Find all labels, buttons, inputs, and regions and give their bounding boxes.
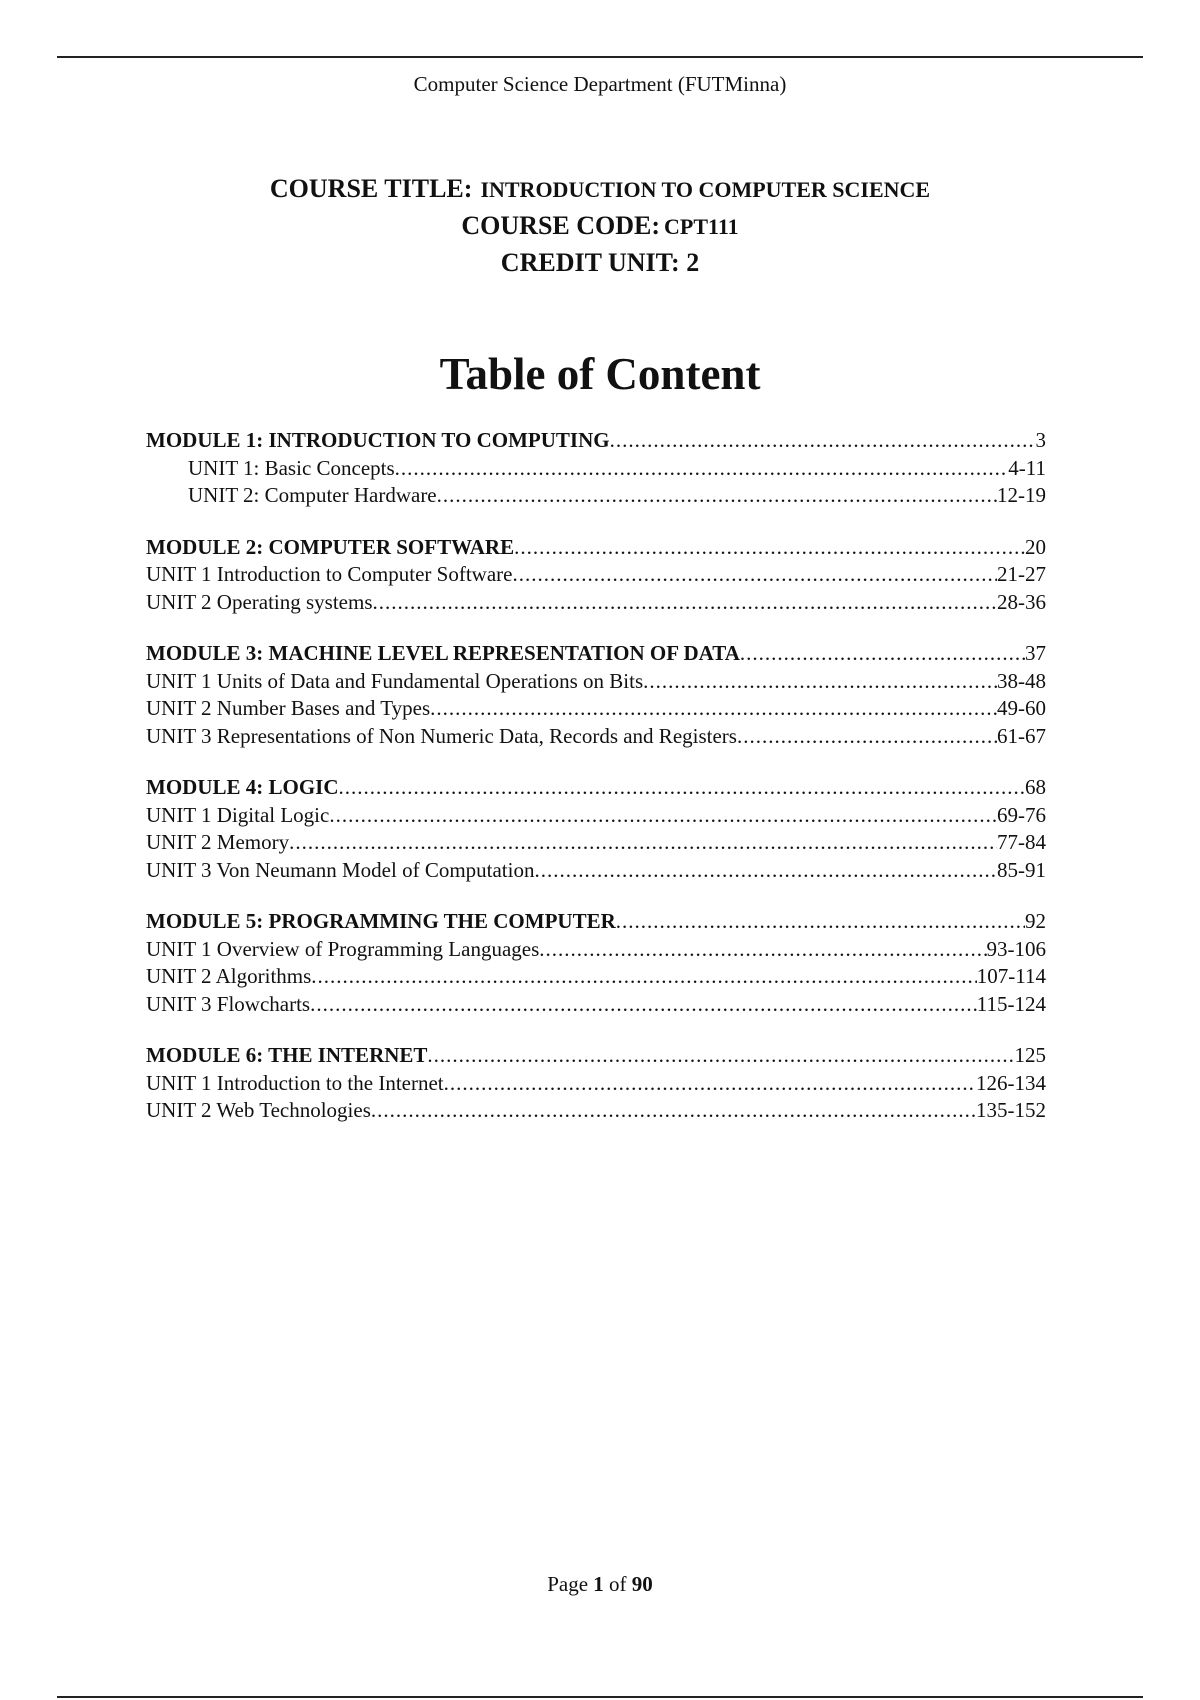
unit-entry-label: UNIT 1 Units of Data and Fundamental Operations on Bits: [146, 668, 644, 693]
dot-leader: [371, 1097, 976, 1125]
page-word: Page: [547, 1572, 589, 1596]
unit-entry-page: 69-76: [997, 802, 1046, 827]
unit-entry-page: 49-60: [997, 696, 1046, 720]
dot-leader: [310, 991, 977, 1019]
unit-entry-page: 85-91: [997, 857, 1046, 882]
course-title-line: [0, 172, 1200, 209]
header-rule: [57, 56, 1143, 58]
footer-rule: [57, 1696, 1143, 1698]
dot-leader: [427, 1042, 1014, 1070]
unit-entry-label: UNIT 1 Overview of Programming Languages: [146, 936, 540, 961]
dot-leader: [610, 427, 1036, 455]
unit-entry-label: UNIT 3 Representations of Non Numeric Data, Records and Registers: [146, 723, 737, 748]
unit-entry-page: 61-67: [997, 723, 1046, 748]
toc-module: [146, 774, 1046, 884]
unit-entry-label: UNIT 1 Introduction to Computer Software: [146, 562, 513, 586]
unit-entry: [146, 589, 1046, 617]
course-title-value: INTRODUCTION TO COMPUTER SCIENCE: [480, 177, 931, 202]
unit-entry-label: UNIT 2 Memory: [146, 830, 290, 854]
unit-entry: [146, 936, 1046, 964]
dot-leader: [534, 857, 997, 885]
module-entry-page: 37: [1025, 641, 1046, 665]
unit-entry-page: 21-27: [997, 562, 1046, 586]
toc-module: [146, 427, 1046, 510]
unit-entry: [146, 668, 1046, 696]
total-pages: 90: [631, 1572, 653, 1596]
page-footer: [0, 1572, 1200, 1597]
module-entry: [146, 908, 1046, 936]
unit-entry-label: UNIT 1: Basic Concepts: [188, 455, 395, 480]
dot-leader: [311, 963, 976, 991]
course-code-value: CPT111: [664, 214, 739, 239]
unit-entry-page: 107-114: [976, 964, 1046, 988]
unit-entry-page: 115-124: [976, 991, 1046, 1016]
module-entry: [146, 427, 1046, 455]
unit-entry: [146, 561, 1046, 589]
dot-leader: [329, 802, 997, 830]
module-entry-label: MODULE 5: PROGRAMMING THE COMPUTER: [146, 909, 616, 933]
unit-entry: [146, 1097, 1046, 1125]
table-of-contents: [146, 427, 1046, 1149]
unit-entry-page: 28-36: [997, 589, 1046, 614]
unit-entry: [146, 482, 1046, 510]
unit-entry: [146, 963, 1046, 991]
unit-entry-label: UNIT 1 Introduction to the Internet: [146, 1070, 444, 1095]
dot-leader: [339, 774, 1025, 802]
course-info: [0, 172, 1200, 279]
unit-entry-page: 93-106: [986, 936, 1046, 961]
module-entry: [146, 640, 1046, 668]
unit-entry: [146, 455, 1046, 483]
unit-entry-page: 38-48: [997, 668, 1046, 693]
toc-module: [146, 640, 1046, 750]
module-entry-label: MODULE 3: MACHINE LEVEL REPRESENTATION OF DATA: [146, 641, 740, 665]
course-code-label: COURSE CODE:: [461, 211, 661, 240]
unit-entry-page: 77-84: [997, 830, 1046, 854]
dot-leader: [444, 1070, 976, 1098]
unit-entry: [146, 857, 1046, 885]
module-entry-page: 125: [1014, 1043, 1046, 1067]
dot-leader: [512, 561, 997, 589]
course-title-label: COURSE TITLE:: [269, 174, 473, 203]
module-entry-label: MODULE 4: LOGIC: [146, 775, 339, 799]
dot-leader: [514, 534, 1025, 562]
toc-module: [146, 1042, 1046, 1125]
unit-entry-page: 12-19: [997, 483, 1046, 507]
unit-entry-label: UNIT 3 Von Neumann Model of Computation: [146, 857, 535, 882]
unit-entry: [146, 723, 1046, 751]
unit-entry-label: UNIT 2 Operating systems: [146, 589, 373, 614]
course-code-line: [0, 209, 1200, 246]
dot-leader: [740, 640, 1025, 668]
module-entry-page: 68: [1025, 775, 1046, 799]
dot-leader: [737, 723, 997, 751]
toc-module: [146, 534, 1046, 617]
dot-leader: [430, 695, 997, 723]
module-entry-page: 3: [1035, 428, 1046, 452]
unit-entry: [146, 991, 1046, 1019]
unit-entry-label: UNIT 2 Algorithms: [146, 964, 312, 988]
credit-unit: CREDIT UNIT: 2: [500, 248, 700, 277]
dot-leader: [373, 589, 998, 617]
unit-entry: [146, 802, 1046, 830]
unit-entry-label: UNIT 1 Digital Logic: [146, 802, 330, 827]
module-entry: [146, 534, 1046, 562]
module-entry-page: 92: [1025, 909, 1046, 933]
unit-entry-label: UNIT 2 Number Bases and Types: [146, 696, 431, 720]
unit-entry-page: 126-134: [976, 1070, 1046, 1095]
running-header: Computer Science Department (FUTMinna): [413, 72, 787, 96]
module-entry: [146, 1042, 1046, 1070]
toc-module: [146, 908, 1046, 1018]
dot-leader: [616, 908, 1025, 936]
dot-leader: [289, 829, 997, 857]
dot-leader: [395, 455, 1009, 483]
module-entry-label: MODULE 6: THE INTERNET: [146, 1043, 428, 1067]
dot-leader: [643, 668, 997, 696]
unit-entry-page: 4-11: [1008, 455, 1046, 480]
module-entry-page: 20: [1025, 534, 1046, 559]
unit-entry-page: 135-152: [976, 1098, 1046, 1122]
module-entry-label: MODULE 1: INTRODUCTION TO COMPUTING: [146, 428, 610, 452]
unit-entry-label: UNIT 2 Web Technologies: [146, 1098, 371, 1122]
module-entry: [146, 774, 1046, 802]
dot-leader: [539, 936, 986, 964]
unit-entry: [146, 829, 1046, 857]
unit-entry: [146, 1070, 1046, 1098]
of-word: of: [609, 1572, 627, 1596]
dot-leader: [437, 482, 997, 510]
current-page: 1: [593, 1572, 604, 1596]
unit-entry-label: UNIT 3 Flowcharts: [146, 991, 311, 1016]
unit-entry: [146, 695, 1046, 723]
module-entry-label: MODULE 2: COMPUTER SOFTWARE: [146, 534, 515, 559]
unit-entry-label: UNIT 2: Computer Hardware: [188, 483, 437, 507]
toc-title: Table of Content: [439, 349, 761, 399]
